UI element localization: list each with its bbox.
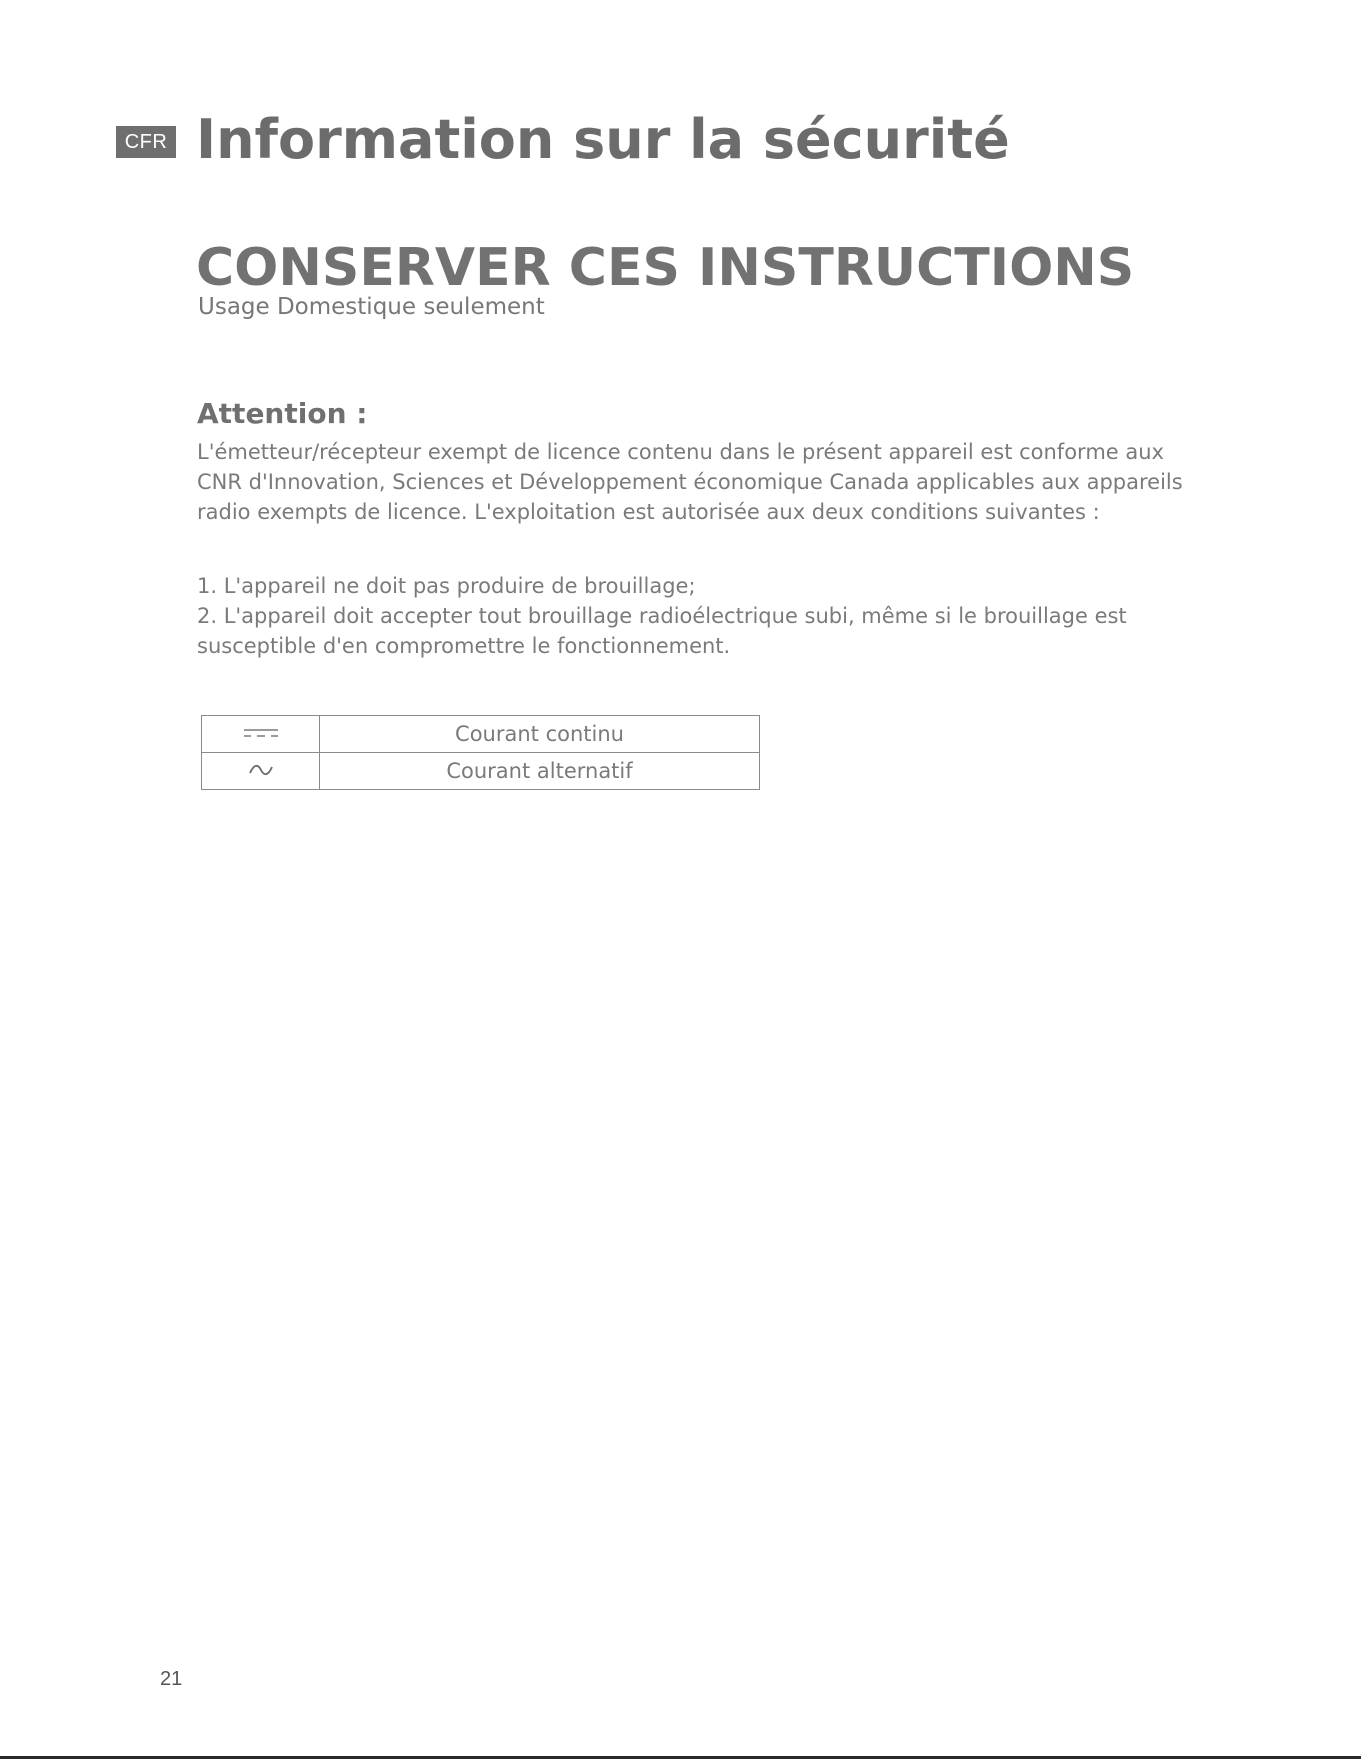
attention-heading: Attention :	[197, 397, 368, 430]
condition-item: 1. L'appareil ne doit pas produire de brouillage;	[197, 574, 696, 598]
alternating-current-icon	[247, 762, 275, 778]
symbol-label: Courant alternatif	[320, 753, 760, 790]
symbols-table	[201, 715, 760, 790]
attention-paragraph: L'émetteur/récepteur exempt de licence contenu dans le présent appareil est conforme aux CNR d'Innovation, Sciences et Développement économique Canada applicables aux appareils radio exempts de licence. L'exploitation est autorisée aux deux conditions suivantes :	[197, 440, 1183, 524]
usage-note: Usage Domestique seulement	[198, 294, 545, 320]
page-number: 21	[160, 1668, 183, 1690]
page-bottom-rule	[0, 1756, 1361, 1759]
symbol-label: Courant continu	[320, 716, 760, 753]
instructions-heading: CONSERVER CES INSTRUCTIONS	[196, 238, 1135, 298]
symbol-cell	[202, 753, 320, 790]
page-title: Information sur la sécurité	[196, 108, 1010, 171]
conditions-list	[197, 571, 1187, 661]
table-row	[202, 753, 760, 790]
table-row	[202, 716, 760, 753]
symbol-cell	[202, 716, 320, 753]
condition-item: 2. L'appareil doit accepter tout brouillage radioélectrique subi, même si le brouillage est susceptible d'en compromettre le fonctionnement.	[197, 604, 1127, 658]
language-badge: CFR	[116, 126, 176, 158]
direct-current-icon	[241, 725, 281, 741]
